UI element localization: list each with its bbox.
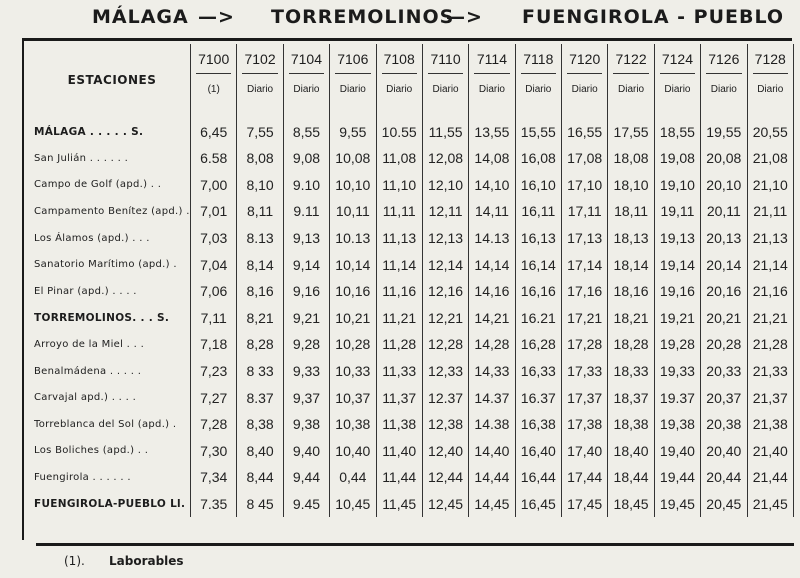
table-row bbox=[34, 358, 794, 385]
departure-time: 10,21 bbox=[330, 305, 376, 332]
train-note: Diario bbox=[664, 84, 691, 95]
departure-time: 17,11 bbox=[562, 198, 608, 225]
train-note: Diario bbox=[478, 84, 505, 95]
train-number: 7108 bbox=[382, 44, 417, 74]
departure-time: 14,40 bbox=[469, 438, 515, 465]
departure-time: 14,11 bbox=[469, 198, 515, 225]
station-name: Los Álamos (apd.) . . . bbox=[34, 225, 191, 252]
station-name: El Pinar (apd.) . . . . bbox=[34, 278, 191, 305]
timetable bbox=[34, 44, 794, 517]
departure-time: 12,38 bbox=[422, 411, 468, 438]
departure-time: 20,08 bbox=[701, 145, 747, 172]
departure-time: 17,16 bbox=[562, 278, 608, 305]
train-column-header bbox=[701, 44, 747, 111]
train-column-header bbox=[422, 44, 468, 111]
departure-time: 16,11 bbox=[515, 198, 561, 225]
departure-time: 21,37 bbox=[747, 384, 794, 411]
departure-time: 11,08 bbox=[376, 145, 422, 172]
departure-time: 18,40 bbox=[608, 438, 654, 465]
departure-time: 8.13 bbox=[237, 225, 283, 252]
departure-time: 10,40 bbox=[330, 438, 376, 465]
train-column-header bbox=[608, 44, 654, 111]
departure-time: 11,40 bbox=[376, 438, 422, 465]
departure-time: 18,16 bbox=[608, 278, 654, 305]
departure-time: 7,11 bbox=[191, 305, 237, 332]
departure-time: 7,27 bbox=[191, 384, 237, 411]
departure-time: 9,13 bbox=[283, 225, 329, 252]
departure-time: 20,16 bbox=[701, 278, 747, 305]
departure-time: 9,44 bbox=[283, 464, 329, 491]
table-row bbox=[34, 172, 794, 199]
departure-time: 14,14 bbox=[469, 251, 515, 278]
departure-time: 20,37 bbox=[701, 384, 747, 411]
train-note: Diario bbox=[525, 84, 552, 95]
departure-time: 8,38 bbox=[237, 411, 283, 438]
departure-time: 18,33 bbox=[608, 358, 654, 385]
route-destination: FUENGIROLA - PUEBLO bbox=[522, 6, 785, 28]
table-row bbox=[34, 278, 794, 305]
departure-time: 14,44 bbox=[469, 464, 515, 491]
departure-time: 12,33 bbox=[422, 358, 468, 385]
train-number: 7120 bbox=[567, 44, 602, 74]
footnote bbox=[64, 554, 184, 568]
table-row bbox=[34, 251, 794, 278]
table-row bbox=[34, 198, 794, 225]
departure-time: 17,28 bbox=[562, 331, 608, 358]
station-name: Los Boliches (apd.) . . bbox=[34, 438, 191, 465]
train-note: Diario bbox=[710, 84, 737, 95]
departure-time: 21,11 bbox=[747, 198, 794, 225]
departure-time: 16,45 bbox=[515, 491, 561, 518]
departure-time: 7,03 bbox=[191, 225, 237, 252]
departure-time: 14,33 bbox=[469, 358, 515, 385]
departure-time: 19,45 bbox=[654, 491, 700, 518]
departure-time: 16,14 bbox=[515, 251, 561, 278]
departure-time: 8,08 bbox=[237, 145, 283, 172]
bottom-rule bbox=[36, 543, 794, 546]
train-note: Diario bbox=[293, 84, 320, 95]
station-name: Campamento Benítez (apd.) . bbox=[34, 198, 191, 225]
departure-time: 14,21 bbox=[469, 305, 515, 332]
departure-time: 18,10 bbox=[608, 172, 654, 199]
departure-time: 7,01 bbox=[191, 198, 237, 225]
departure-time: 11,38 bbox=[376, 411, 422, 438]
train-number: 7104 bbox=[289, 44, 324, 74]
departure-time: 18,13 bbox=[608, 225, 654, 252]
departure-time: 10,37 bbox=[330, 384, 376, 411]
departure-time: 12,44 bbox=[422, 464, 468, 491]
departure-time: 10,28 bbox=[330, 331, 376, 358]
departure-time: 7,34 bbox=[191, 464, 237, 491]
departure-time: 12.37 bbox=[422, 384, 468, 411]
station-name: FUENGIROLA-PUEBLO Ll. bbox=[34, 491, 191, 518]
departure-time: 16,38 bbox=[515, 411, 561, 438]
departure-time: 12,28 bbox=[422, 331, 468, 358]
departure-time: 9.11 bbox=[283, 198, 329, 225]
departure-time: 7,18 bbox=[191, 331, 237, 358]
train-number: 7128 bbox=[753, 44, 789, 74]
station-name: Fuengirola . . . . . . bbox=[34, 464, 191, 491]
departure-time: 20,11 bbox=[701, 198, 747, 225]
departure-time: 8 33 bbox=[237, 358, 283, 385]
table-row bbox=[34, 384, 794, 411]
departure-time: 21,16 bbox=[747, 278, 794, 305]
train-number: 7102 bbox=[242, 44, 277, 74]
departure-time: 19,11 bbox=[654, 198, 700, 225]
departure-time: 14,10 bbox=[469, 172, 515, 199]
departure-time: 8.37 bbox=[237, 384, 283, 411]
departure-time: 9,08 bbox=[283, 145, 329, 172]
departure-time: 7,04 bbox=[191, 251, 237, 278]
departure-time: 9.10 bbox=[283, 172, 329, 199]
departure-time: 21,28 bbox=[747, 331, 794, 358]
departure-time: 18,37 bbox=[608, 384, 654, 411]
table-body bbox=[34, 111, 794, 517]
station-name: San Julián . . . . . . bbox=[34, 145, 191, 172]
departure-time: 19,44 bbox=[654, 464, 700, 491]
departure-time: 12,40 bbox=[422, 438, 468, 465]
departure-time: 10,11 bbox=[330, 198, 376, 225]
departure-time: 10,16 bbox=[330, 278, 376, 305]
table-row bbox=[34, 411, 794, 438]
departure-time: 10,38 bbox=[330, 411, 376, 438]
departure-time: 12,21 bbox=[422, 305, 468, 332]
table-row bbox=[34, 464, 794, 491]
train-note: Diario bbox=[386, 84, 413, 95]
departure-time: 17,40 bbox=[562, 438, 608, 465]
station-name: Campo de Golf (apd.) . . bbox=[34, 172, 191, 199]
departure-time: 17,44 bbox=[562, 464, 608, 491]
departure-time: 20,28 bbox=[701, 331, 747, 358]
departure-time: 19,28 bbox=[654, 331, 700, 358]
departure-time: 9.45 bbox=[283, 491, 329, 518]
train-note: (1) bbox=[207, 84, 220, 95]
departure-time: 17,13 bbox=[562, 225, 608, 252]
departure-time: 21,45 bbox=[747, 491, 794, 518]
departure-time: 20,10 bbox=[701, 172, 747, 199]
departure-time: 19,38 bbox=[654, 411, 700, 438]
departure-time: 12,45 bbox=[422, 491, 468, 518]
departure-time: 9,40 bbox=[283, 438, 329, 465]
departure-time: 16.37 bbox=[515, 384, 561, 411]
departure-time: 6.58 bbox=[191, 145, 237, 172]
departure-time: 9,37 bbox=[283, 384, 329, 411]
train-number: 7106 bbox=[335, 44, 370, 74]
train-column-header bbox=[191, 44, 237, 111]
departure-time: 6,45 bbox=[191, 111, 237, 145]
departure-time: 18,08 bbox=[608, 145, 654, 172]
departure-time: 20,14 bbox=[701, 251, 747, 278]
departure-time: 10,45 bbox=[330, 491, 376, 518]
departure-time: 11,21 bbox=[376, 305, 422, 332]
departure-time: 16.21 bbox=[515, 305, 561, 332]
departure-time: 9,28 bbox=[283, 331, 329, 358]
train-note: Diario bbox=[247, 84, 274, 95]
departure-time: 9,16 bbox=[283, 278, 329, 305]
route-arrow-icon: —> bbox=[446, 6, 483, 28]
train-number: 7124 bbox=[660, 44, 695, 74]
departure-time: 14,08 bbox=[469, 145, 515, 172]
departure-time: 18,28 bbox=[608, 331, 654, 358]
departure-time: 8,55 bbox=[283, 111, 329, 145]
departure-time: 11,33 bbox=[376, 358, 422, 385]
departure-time: 19,13 bbox=[654, 225, 700, 252]
table-row bbox=[34, 111, 794, 145]
station-name: TORREMOLINOS. . . S. bbox=[34, 305, 191, 332]
departure-time: 16,16 bbox=[515, 278, 561, 305]
train-column-header bbox=[562, 44, 608, 111]
departure-time: 8,14 bbox=[237, 251, 283, 278]
train-note: Diario bbox=[618, 84, 645, 95]
departure-time: 14,28 bbox=[469, 331, 515, 358]
departure-time: 16,08 bbox=[515, 145, 561, 172]
train-number: 7110 bbox=[428, 44, 463, 74]
station-name: Benalmádena . . . . . bbox=[34, 358, 191, 385]
departure-time: 12,08 bbox=[422, 145, 468, 172]
departure-time: 11,28 bbox=[376, 331, 422, 358]
departure-time: 18,44 bbox=[608, 464, 654, 491]
station-name: Sanatorio Marítimo (apd.) . bbox=[34, 251, 191, 278]
departure-time: 17,08 bbox=[562, 145, 608, 172]
departure-time: 8 45 bbox=[237, 491, 283, 518]
departure-time: 19,08 bbox=[654, 145, 700, 172]
departure-time: 18,11 bbox=[608, 198, 654, 225]
departure-time: 21,08 bbox=[747, 145, 794, 172]
departure-time: 16,33 bbox=[515, 358, 561, 385]
departure-time: 7.35 bbox=[191, 491, 237, 518]
departure-time: 20,40 bbox=[701, 438, 747, 465]
departure-time: 12,14 bbox=[422, 251, 468, 278]
departure-time: 19,40 bbox=[654, 438, 700, 465]
departure-time: 9,55 bbox=[330, 111, 376, 145]
departure-time: 18,38 bbox=[608, 411, 654, 438]
train-number: 7114 bbox=[474, 44, 509, 74]
departure-time: 8,11 bbox=[237, 198, 283, 225]
departure-time: 18,55 bbox=[654, 111, 700, 145]
departure-time: 21,44 bbox=[747, 464, 794, 491]
train-column-header bbox=[747, 44, 794, 111]
departure-time: 16,44 bbox=[515, 464, 561, 491]
departure-time: 20,38 bbox=[701, 411, 747, 438]
departure-time: 17,21 bbox=[562, 305, 608, 332]
departure-time: 16,55 bbox=[562, 111, 608, 145]
departure-time: 8,44 bbox=[237, 464, 283, 491]
train-number: 7118 bbox=[521, 44, 556, 74]
departure-time: 19,14 bbox=[654, 251, 700, 278]
departure-time: 11,55 bbox=[422, 111, 468, 145]
departure-time: 21,21 bbox=[747, 305, 794, 332]
train-column-header bbox=[237, 44, 283, 111]
departure-time: 18,14 bbox=[608, 251, 654, 278]
departure-time: 8,21 bbox=[237, 305, 283, 332]
station-name: MÁLAGA . . . . . S. bbox=[34, 111, 191, 145]
table-row bbox=[34, 491, 794, 518]
departure-time: 9,38 bbox=[283, 411, 329, 438]
train-note: Diario bbox=[571, 84, 598, 95]
departure-time: 10,14 bbox=[330, 251, 376, 278]
departure-time: 20,44 bbox=[701, 464, 747, 491]
departure-time: 16,40 bbox=[515, 438, 561, 465]
departure-time: 7,55 bbox=[237, 111, 283, 145]
departure-time: 11,11 bbox=[376, 198, 422, 225]
train-number: 7122 bbox=[613, 44, 648, 74]
departure-time: 21,13 bbox=[747, 225, 794, 252]
departure-time: 17,10 bbox=[562, 172, 608, 199]
departure-time: 20,33 bbox=[701, 358, 747, 385]
departure-time: 19,16 bbox=[654, 278, 700, 305]
train-column-header bbox=[469, 44, 515, 111]
departure-time: 20,21 bbox=[701, 305, 747, 332]
departure-time: 12,16 bbox=[422, 278, 468, 305]
route-origin: MÁLAGA bbox=[92, 6, 189, 28]
departure-time: 12,10 bbox=[422, 172, 468, 199]
departure-time: 16,13 bbox=[515, 225, 561, 252]
table-row bbox=[34, 438, 794, 465]
departure-time: 11,37 bbox=[376, 384, 422, 411]
departure-time: 19.37 bbox=[654, 384, 700, 411]
departure-time: 7,30 bbox=[191, 438, 237, 465]
departure-time: 8,16 bbox=[237, 278, 283, 305]
departure-time: 21,33 bbox=[747, 358, 794, 385]
departure-time: 17,55 bbox=[608, 111, 654, 145]
departure-time: 11,13 bbox=[376, 225, 422, 252]
departure-time: 17,38 bbox=[562, 411, 608, 438]
departure-time: 8,28 bbox=[237, 331, 283, 358]
footnote-marker: (1). bbox=[64, 554, 85, 568]
departure-time: 11,14 bbox=[376, 251, 422, 278]
departure-time: 13,55 bbox=[469, 111, 515, 145]
departure-time: 10,08 bbox=[330, 145, 376, 172]
departure-time: 21,40 bbox=[747, 438, 794, 465]
station-name: Torreblanca del Sol (apd.) . bbox=[34, 411, 191, 438]
departure-time: 18,21 bbox=[608, 305, 654, 332]
departure-time: 18,45 bbox=[608, 491, 654, 518]
departure-time: 14,16 bbox=[469, 278, 515, 305]
station-name: Arroyo de la Miel . . . bbox=[34, 331, 191, 358]
departure-time: 9,33 bbox=[283, 358, 329, 385]
departure-time: 16,28 bbox=[515, 331, 561, 358]
train-note: Diario bbox=[432, 84, 459, 95]
stations-header: ESTACIONES bbox=[34, 44, 191, 111]
departure-time: 14,45 bbox=[469, 491, 515, 518]
departure-time: 20,13 bbox=[701, 225, 747, 252]
route-via: TORREMOLINOS bbox=[271, 6, 455, 28]
departure-time: 19,55 bbox=[701, 111, 747, 145]
table-row bbox=[34, 305, 794, 332]
train-column-header bbox=[654, 44, 700, 111]
table-header-row bbox=[34, 44, 794, 111]
departure-time: 21,10 bbox=[747, 172, 794, 199]
departure-time: 21,14 bbox=[747, 251, 794, 278]
departure-time: 7,23 bbox=[191, 358, 237, 385]
departure-time: 14.37 bbox=[469, 384, 515, 411]
departure-time: 20,45 bbox=[701, 491, 747, 518]
table-row bbox=[34, 225, 794, 252]
departure-time: 7,06 bbox=[191, 278, 237, 305]
train-column-header bbox=[376, 44, 422, 111]
departure-time: 17,14 bbox=[562, 251, 608, 278]
departure-time: 11,16 bbox=[376, 278, 422, 305]
departure-time: 19,10 bbox=[654, 172, 700, 199]
departure-time: 7,00 bbox=[191, 172, 237, 199]
departure-time: 14.38 bbox=[469, 411, 515, 438]
departure-time: 11,10 bbox=[376, 172, 422, 199]
departure-time: 20,55 bbox=[747, 111, 794, 145]
route-arrow-icon: —> bbox=[198, 6, 235, 28]
train-note: Diario bbox=[339, 84, 366, 95]
departure-time: 10.55 bbox=[376, 111, 422, 145]
departure-time: 10.13 bbox=[330, 225, 376, 252]
route-title bbox=[0, 4, 800, 34]
departure-time: 19,33 bbox=[654, 358, 700, 385]
departure-time: 21,38 bbox=[747, 411, 794, 438]
departure-time: 11,44 bbox=[376, 464, 422, 491]
departure-time: 15,55 bbox=[515, 111, 561, 145]
departure-time: 9,14 bbox=[283, 251, 329, 278]
train-number: 7100 bbox=[196, 44, 231, 74]
departure-time: 17,37 bbox=[562, 384, 608, 411]
departure-time: 9,21 bbox=[283, 305, 329, 332]
station-name: Carvajal apd.) . . . . bbox=[34, 384, 191, 411]
train-column-header bbox=[283, 44, 329, 111]
train-note: Diario bbox=[757, 84, 784, 95]
departure-time: 16,10 bbox=[515, 172, 561, 199]
table-row bbox=[34, 145, 794, 172]
departure-time: 19,21 bbox=[654, 305, 700, 332]
departure-time: 7,28 bbox=[191, 411, 237, 438]
departure-time: 8,10 bbox=[237, 172, 283, 199]
departure-time: 12,11 bbox=[422, 198, 468, 225]
train-number: 7126 bbox=[706, 44, 741, 74]
departure-time: 11,45 bbox=[376, 491, 422, 518]
departure-time: 10,33 bbox=[330, 358, 376, 385]
train-column-header bbox=[330, 44, 376, 111]
departure-time: 17,45 bbox=[562, 491, 608, 518]
train-column-header bbox=[515, 44, 561, 111]
departure-time: 8,40 bbox=[237, 438, 283, 465]
departure-time: 10,10 bbox=[330, 172, 376, 199]
departure-time: 14.13 bbox=[469, 225, 515, 252]
departure-time: 0,44 bbox=[330, 464, 376, 491]
departure-time: 12,13 bbox=[422, 225, 468, 252]
table-row bbox=[34, 331, 794, 358]
departure-time: 17,33 bbox=[562, 358, 608, 385]
footnote-text: Laborables bbox=[109, 554, 184, 568]
